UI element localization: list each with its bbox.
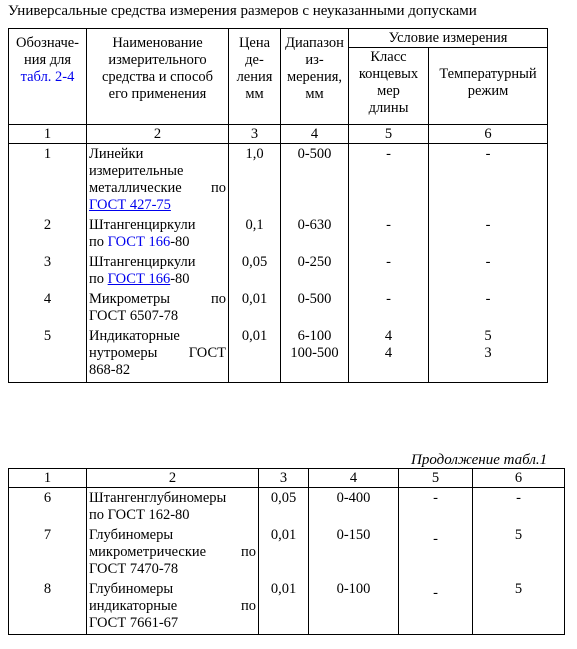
- header-text: Температурный: [439, 66, 537, 82]
- header-tool-name: [87, 29, 229, 125]
- header-text: мер: [377, 83, 400, 99]
- column-number: 2: [87, 125, 229, 144]
- header-designation: [9, 29, 87, 125]
- column-number: 4: [281, 125, 349, 144]
- row-id: 4: [9, 291, 87, 325]
- division-value: 0,1: [229, 217, 281, 251]
- header-text: де-: [245, 52, 264, 68]
- gauge-block-class: [349, 328, 429, 383]
- column-number: 2: [87, 469, 259, 488]
- table-row: [9, 254, 548, 288]
- header-text: из-: [305, 52, 324, 68]
- header-text: мм: [245, 86, 264, 102]
- temperature-mode: 5: [473, 581, 565, 635]
- division-value: 1,0: [229, 144, 281, 215]
- measurement-range: [281, 328, 349, 383]
- column-number: 3: [259, 469, 309, 488]
- gauge-block-class: -: [349, 291, 429, 325]
- range-value: 100-500: [290, 345, 339, 361]
- table-row: [9, 144, 548, 215]
- column-number-row: [9, 469, 565, 488]
- tool-name: [87, 527, 259, 578]
- tool-name-line: по: [89, 271, 108, 287]
- division-value: 0,01: [259, 581, 309, 635]
- row-id: 3: [9, 254, 87, 288]
- class-value: 4: [384, 328, 393, 344]
- tool-name-line: микрометрические по: [89, 544, 256, 560]
- tool-name-line: по: [89, 234, 108, 250]
- column-number: 1: [9, 125, 87, 144]
- temperature-mode: -: [473, 488, 565, 525]
- tool-name-line: Индикаторные: [89, 328, 180, 344]
- measurement-range: 0-150: [309, 527, 399, 578]
- header-text: ния для: [23, 52, 72, 68]
- gost-166-link[interactable]: ГОСТ 166: [107, 271, 171, 287]
- header-text: Обозначе-: [16, 35, 79, 51]
- gost-suffix: -80: [170, 234, 190, 250]
- measurement-tools-table: [8, 28, 548, 383]
- column-number: 6: [473, 469, 565, 488]
- column-number-row: [9, 125, 548, 144]
- table-row: [9, 488, 565, 525]
- continuation-table: [8, 468, 565, 635]
- header-text: ления: [236, 69, 273, 85]
- header-text: Диапазон: [285, 35, 344, 51]
- header-text: мм: [305, 86, 324, 102]
- table-row: [9, 217, 548, 251]
- tool-name-line: нутромеры ГОСТ: [89, 345, 226, 361]
- temperature-mode: -: [429, 291, 548, 325]
- temperature-mode: -: [429, 254, 548, 288]
- gost-suffix: -80: [170, 271, 190, 287]
- measurement-range: 0-500: [281, 144, 349, 215]
- tool-name-line: ГОСТ 6507-78: [89, 308, 179, 324]
- range-value: 6-100: [297, 328, 332, 344]
- header-gauge-block-class: [349, 48, 429, 125]
- tool-name: [87, 328, 229, 383]
- column-number: 5: [399, 469, 473, 488]
- header-row-1: [9, 29, 548, 48]
- tool-name-line: индикаторные по: [89, 598, 256, 614]
- tool-name-line: 868-82: [89, 362, 131, 378]
- tool-name-line: измерительные: [89, 163, 184, 179]
- tool-name: [87, 254, 229, 288]
- table-row: [9, 527, 565, 578]
- table-ref-link[interactable]: табл. 2-4: [20, 69, 75, 85]
- class-value: 4: [384, 345, 393, 361]
- measurement-range: 0-100: [309, 581, 399, 635]
- header-temperature-mode: [429, 48, 548, 125]
- continuation-label: Продолжение табл.1: [411, 452, 548, 468]
- temperature-mode: -: [429, 144, 548, 215]
- column-number: 4: [309, 469, 399, 488]
- tool-name-line: Микрометры по: [89, 291, 226, 307]
- temperature-mode: [429, 328, 548, 383]
- row-id: 7: [9, 527, 87, 578]
- temperature-mode: -: [429, 217, 548, 251]
- header-text: Условие измерения: [388, 29, 508, 46]
- tool-name-line: Линейки: [89, 146, 144, 162]
- tool-name: [87, 144, 229, 215]
- row-id: 8: [9, 581, 87, 635]
- row-id: 1: [9, 144, 87, 215]
- table-row: [9, 291, 548, 325]
- tool-name: [87, 217, 229, 251]
- column-number: 1: [9, 469, 87, 488]
- document-title: Универсальные средства измерения размеров с неуказанными допусками: [8, 3, 477, 19]
- division-value: 0,01: [229, 291, 281, 325]
- header-text: мерения,: [286, 69, 343, 85]
- tool-name-line: по ГОСТ 162-80: [89, 507, 190, 523]
- header-measurement-conditions: [349, 29, 548, 48]
- gost-427-link[interactable]: ГОСТ 427-75: [89, 197, 171, 213]
- header-division-value: [229, 29, 281, 125]
- header-measurement-range: [281, 29, 349, 125]
- tool-name: [87, 291, 229, 325]
- tool-name-line: ГОСТ 7661-67: [89, 615, 179, 631]
- header-text: режим: [467, 83, 509, 99]
- division-value: 0,01: [229, 328, 281, 383]
- column-number: 6: [429, 125, 548, 144]
- division-value: 0,05: [229, 254, 281, 288]
- tool-name: [87, 488, 259, 525]
- measurement-range: 0-630: [281, 217, 349, 251]
- gauge-block-class: -: [399, 581, 473, 635]
- gauge-block-class: -: [349, 144, 429, 215]
- measurement-range: 0-500: [281, 291, 349, 325]
- gost-166-link[interactable]: ГОСТ 166: [107, 234, 171, 250]
- gauge-block-class: -: [399, 488, 473, 525]
- gauge-block-class: -: [349, 217, 429, 251]
- header-text: концевых: [358, 66, 419, 82]
- division-value: 0,05: [259, 488, 309, 525]
- tool-name-line: Штангенциркули: [89, 217, 196, 233]
- header-text: средства и способ: [101, 69, 214, 85]
- gauge-block-class: -: [349, 254, 429, 288]
- header-text: длины: [368, 100, 409, 116]
- row-id: 5: [9, 328, 87, 383]
- header-text: Наименование: [112, 35, 203, 51]
- tool-name-line: Штангенциркули: [89, 254, 196, 270]
- header-text: измерительного: [108, 52, 207, 68]
- table-row: [9, 581, 565, 635]
- table-row: [9, 328, 548, 383]
- tool-name-line: металлические по: [89, 180, 226, 196]
- tool-name-line: Глубиномеры: [89, 581, 174, 597]
- tool-name-line: Штангенглубиномеры: [89, 490, 227, 506]
- column-number: 3: [229, 125, 281, 144]
- tool-name: [87, 581, 259, 635]
- header-text: Цена: [238, 35, 271, 51]
- tool-name-line: Глубиномеры: [89, 527, 174, 543]
- temperature-mode: 5: [473, 527, 565, 578]
- temp-value: 3: [484, 345, 492, 361]
- header-text: его применения: [108, 86, 207, 102]
- gauge-block-class: -: [399, 527, 473, 578]
- division-value: 0,01: [259, 527, 309, 578]
- header-text: Класс: [370, 49, 407, 65]
- row-id: 6: [9, 488, 87, 525]
- measurement-range: 0-400: [309, 488, 399, 525]
- temp-value: 5: [484, 328, 492, 344]
- column-number: 5: [349, 125, 429, 144]
- row-id: 2: [9, 217, 87, 251]
- tool-name-line: ГОСТ 7470-78: [89, 561, 179, 577]
- measurement-range: 0-250: [281, 254, 349, 288]
